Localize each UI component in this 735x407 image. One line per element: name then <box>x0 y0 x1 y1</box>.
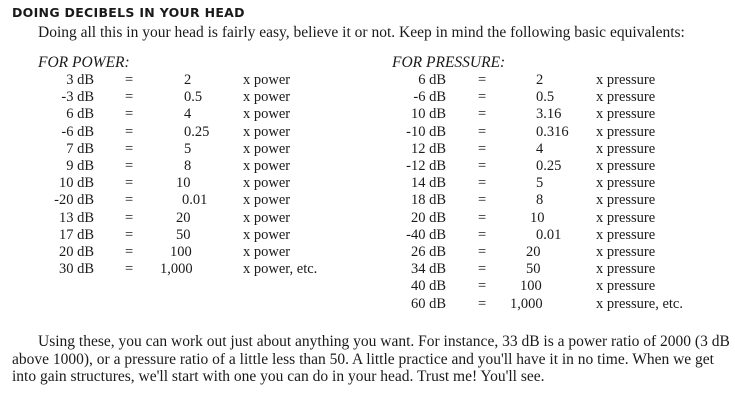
equals-sign: = <box>478 209 487 226</box>
ratio-value: 2 <box>184 72 192 88</box>
ratio-value: 50 <box>176 226 191 243</box>
unit-label: x power <box>243 89 291 106</box>
db-value: 13 dB <box>58 209 94 226</box>
pressure-row <box>0 192 735 209</box>
unit-label: x pressure <box>596 244 656 260</box>
db-value: -12 dB <box>406 158 446 174</box>
db-value: -3 dB <box>61 89 94 106</box>
ratio-value: 100 <box>170 244 192 260</box>
pressure-row <box>0 124 735 141</box>
ratio-value: 4 <box>536 140 544 157</box>
equals-sign: = <box>125 89 134 106</box>
unit-label: x pressure <box>596 226 656 243</box>
unit-label: x power <box>243 123 291 140</box>
unit-label: x pressure <box>596 209 656 226</box>
equals-sign: = <box>478 278 487 295</box>
db-value: 6 dB <box>418 72 446 88</box>
ratio-value: 5 <box>536 175 544 192</box>
pressure-row <box>0 210 735 227</box>
db-value: -20 dB <box>54 192 94 209</box>
unit-label: x pressure <box>596 261 656 278</box>
unit-label: x pressure <box>596 175 656 192</box>
unit-label: x power <box>243 106 291 123</box>
equals-sign: = <box>478 89 487 106</box>
db-value: 10 dB <box>410 106 446 123</box>
equals-sign: = <box>478 140 487 157</box>
ratio-value: 50 <box>526 261 541 278</box>
db-value: 7 dB <box>66 140 94 157</box>
unit-label: x pressure <box>596 123 656 140</box>
unit-label: x power <box>243 72 291 88</box>
explanation-paragraph: Using these, you can work out just about anything you want. For instance, 33 dB is a power ratio of 2000 (3 dB above 1000), or a pressure ratio of a little less than 50. A little practice and you'll have it in no time. When we get into gain structures, we'll start with one you can do in your head. Trust me! You'll see. <box>12 333 730 386</box>
ratio-value: 10 <box>530 209 545 226</box>
unit-label: x pressure <box>596 278 656 295</box>
equals-sign: = <box>125 261 134 278</box>
unit-label: x power, etc. <box>243 261 318 278</box>
pressure-row <box>0 141 735 158</box>
db-value: 40 dB <box>410 278 446 295</box>
ratio-value: 8 <box>536 192 544 209</box>
unit-label: x pressure <box>596 158 656 174</box>
equals-sign: = <box>478 192 487 209</box>
pressure-row <box>0 175 735 192</box>
equals-sign: = <box>478 106 487 123</box>
pressure-row <box>0 89 735 106</box>
pressure-row <box>0 278 735 295</box>
db-value: 20 dB <box>58 244 94 260</box>
equals-sign: = <box>478 244 487 260</box>
pressure-row <box>0 244 735 261</box>
ratio-value: 8 <box>184 158 192 174</box>
db-value: 60 dB <box>410 295 446 312</box>
ratio-value: 1,000 <box>510 295 543 312</box>
unit-label: x pressure, etc. <box>596 295 683 312</box>
pressure-row <box>0 261 735 278</box>
equals-sign: = <box>125 226 134 243</box>
ratio-value: 2 <box>536 72 544 88</box>
equals-sign: = <box>125 140 134 157</box>
ratio-value: 4 <box>184 106 192 123</box>
pressure-row <box>0 158 735 175</box>
equals-sign: = <box>125 158 134 174</box>
equals-sign: = <box>478 295 487 312</box>
power-column-title: FOR POWER: <box>38 54 130 71</box>
ratio-value: 20 <box>526 244 541 260</box>
ratio-value: 20 <box>176 209 191 226</box>
db-value: -6 dB <box>61 123 94 140</box>
ratio-value: 0.316 <box>536 123 569 140</box>
unit-label: x pressure <box>596 72 656 88</box>
intro-text: Doing all this in your head is fairly easy, believe it or not. Keep in mind the following basic equivalents: <box>38 24 685 41</box>
pressure-row <box>0 227 735 244</box>
db-value: 12 dB <box>410 140 446 157</box>
ratio-value: 100 <box>520 278 542 295</box>
db-value: 18 dB <box>410 192 446 209</box>
unit-label: x pressure <box>596 192 656 209</box>
db-value: 14 dB <box>410 175 446 192</box>
ratio-value: 0.25 <box>184 123 210 140</box>
db-value: -10 dB <box>406 123 446 140</box>
equals-sign: = <box>478 123 487 140</box>
db-value: 3 dB <box>66 72 94 88</box>
db-value: 30 dB <box>58 261 94 278</box>
unit-label: x pressure <box>596 89 656 106</box>
ratio-value: 1,000 <box>160 261 193 278</box>
unit-label: x power <box>243 158 291 174</box>
ratio-value: 10 <box>176 175 191 192</box>
db-value: 26 dB <box>410 244 446 260</box>
ratio-value: 0.01 <box>182 192 208 209</box>
equals-sign: = <box>478 261 487 278</box>
ratio-value: 0.25 <box>536 158 562 174</box>
equals-sign: = <box>125 209 134 226</box>
unit-label: x power <box>243 140 291 157</box>
unit-label: x power <box>243 226 291 243</box>
equals-sign: = <box>478 158 487 174</box>
unit-label: x power <box>243 209 291 226</box>
equals-sign: = <box>125 175 134 192</box>
unit-label: x pressure <box>596 140 656 157</box>
pressure-column-title: FOR PRESSURE: <box>392 54 506 71</box>
db-value: 17 dB <box>58 226 94 243</box>
pressure-row <box>0 72 735 89</box>
unit-label: x power <box>243 244 291 260</box>
equals-sign: = <box>125 72 134 88</box>
equals-sign: = <box>478 175 487 192</box>
db-value: 9 dB <box>66 158 94 174</box>
unit-label: x power <box>243 192 291 209</box>
equals-sign: = <box>125 192 134 209</box>
db-value: 34 dB <box>410 261 446 278</box>
equals-sign: = <box>125 106 134 123</box>
db-value: 20 dB <box>410 209 446 226</box>
ratio-value: 0.5 <box>536 89 555 106</box>
equals-sign: = <box>125 123 134 140</box>
unit-label: x power <box>243 175 291 192</box>
section-heading: DOING DECIBELS IN YOUR HEAD <box>12 5 245 20</box>
db-value: -40 dB <box>406 226 446 243</box>
equals-sign: = <box>125 244 134 260</box>
ratio-value: 3.16 <box>536 106 562 123</box>
db-value: -6 dB <box>413 89 446 106</box>
pressure-row <box>0 106 735 123</box>
ratio-value: 5 <box>184 140 192 157</box>
ratio-value: 0.01 <box>536 226 562 243</box>
unit-label: x pressure <box>596 106 656 123</box>
db-value: 10 dB <box>58 175 94 192</box>
equals-sign: = <box>478 226 487 243</box>
ratio-value: 0.5 <box>184 89 203 106</box>
equals-sign: = <box>478 72 487 88</box>
pressure-row <box>0 296 735 313</box>
db-value: 6 dB <box>66 106 94 123</box>
